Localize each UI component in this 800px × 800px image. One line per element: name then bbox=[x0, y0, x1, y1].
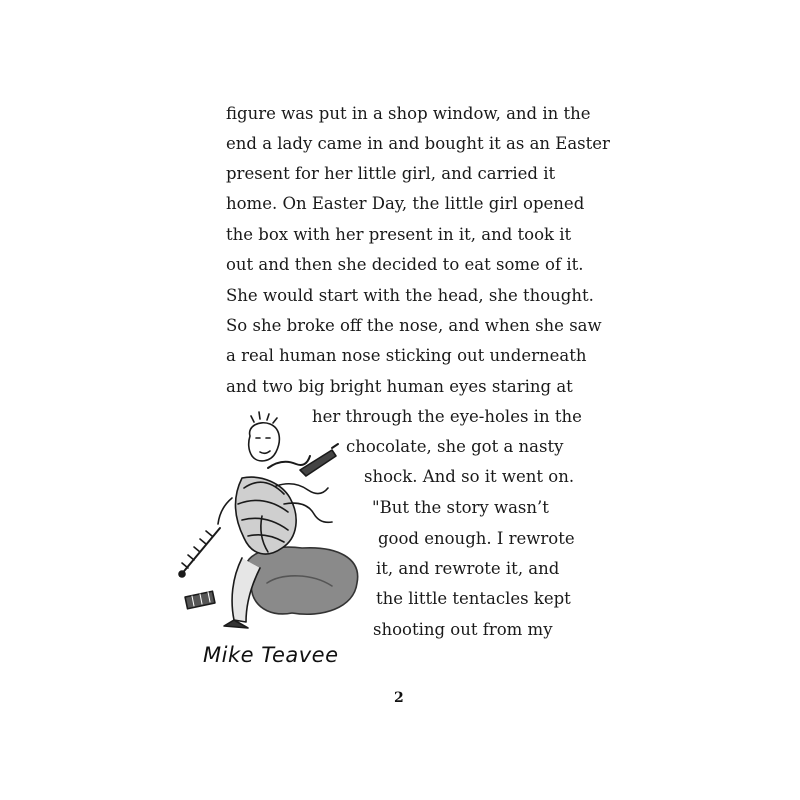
page-number: 2 bbox=[394, 690, 404, 706]
text-line: present for her little girl, and carried it bbox=[226, 164, 556, 183]
text-line: a real human nose sticking out underneath bbox=[226, 346, 587, 365]
cartoon-figure-with-tentacles-icon bbox=[172, 408, 372, 640]
text-line: chocolate, she got a nasty bbox=[346, 437, 564, 456]
text-line: shooting out from my bbox=[373, 620, 553, 639]
text-line: home. On Easter Day, the little girl opened bbox=[226, 194, 585, 213]
text-line: figure was put in a shop window, and in the bbox=[226, 104, 591, 123]
text-line: "But the story wasn’t bbox=[372, 498, 549, 517]
illustration-caption: Mike Teavee bbox=[203, 643, 339, 667]
text-line: the little tentacles kept bbox=[376, 589, 571, 608]
text-line: shock. And so it went on. bbox=[364, 467, 575, 486]
text-line: and two big bright human eyes staring at bbox=[226, 377, 573, 396]
text-line: the box with her present in it, and took it bbox=[226, 225, 572, 244]
text-line: end a lady came in and bought it as an Easter bbox=[226, 134, 610, 153]
text-line: So she broke off the nose, and when she saw bbox=[226, 316, 602, 335]
text-line: out and then she decided to eat some of it. bbox=[226, 255, 584, 274]
text-line: it, and rewrote it, and bbox=[376, 559, 560, 578]
text-line: She would start with the head, she thought. bbox=[226, 286, 594, 305]
text-line: good enough. I rewrote bbox=[378, 529, 575, 548]
text-line: her through the eye-holes in the bbox=[312, 407, 582, 426]
